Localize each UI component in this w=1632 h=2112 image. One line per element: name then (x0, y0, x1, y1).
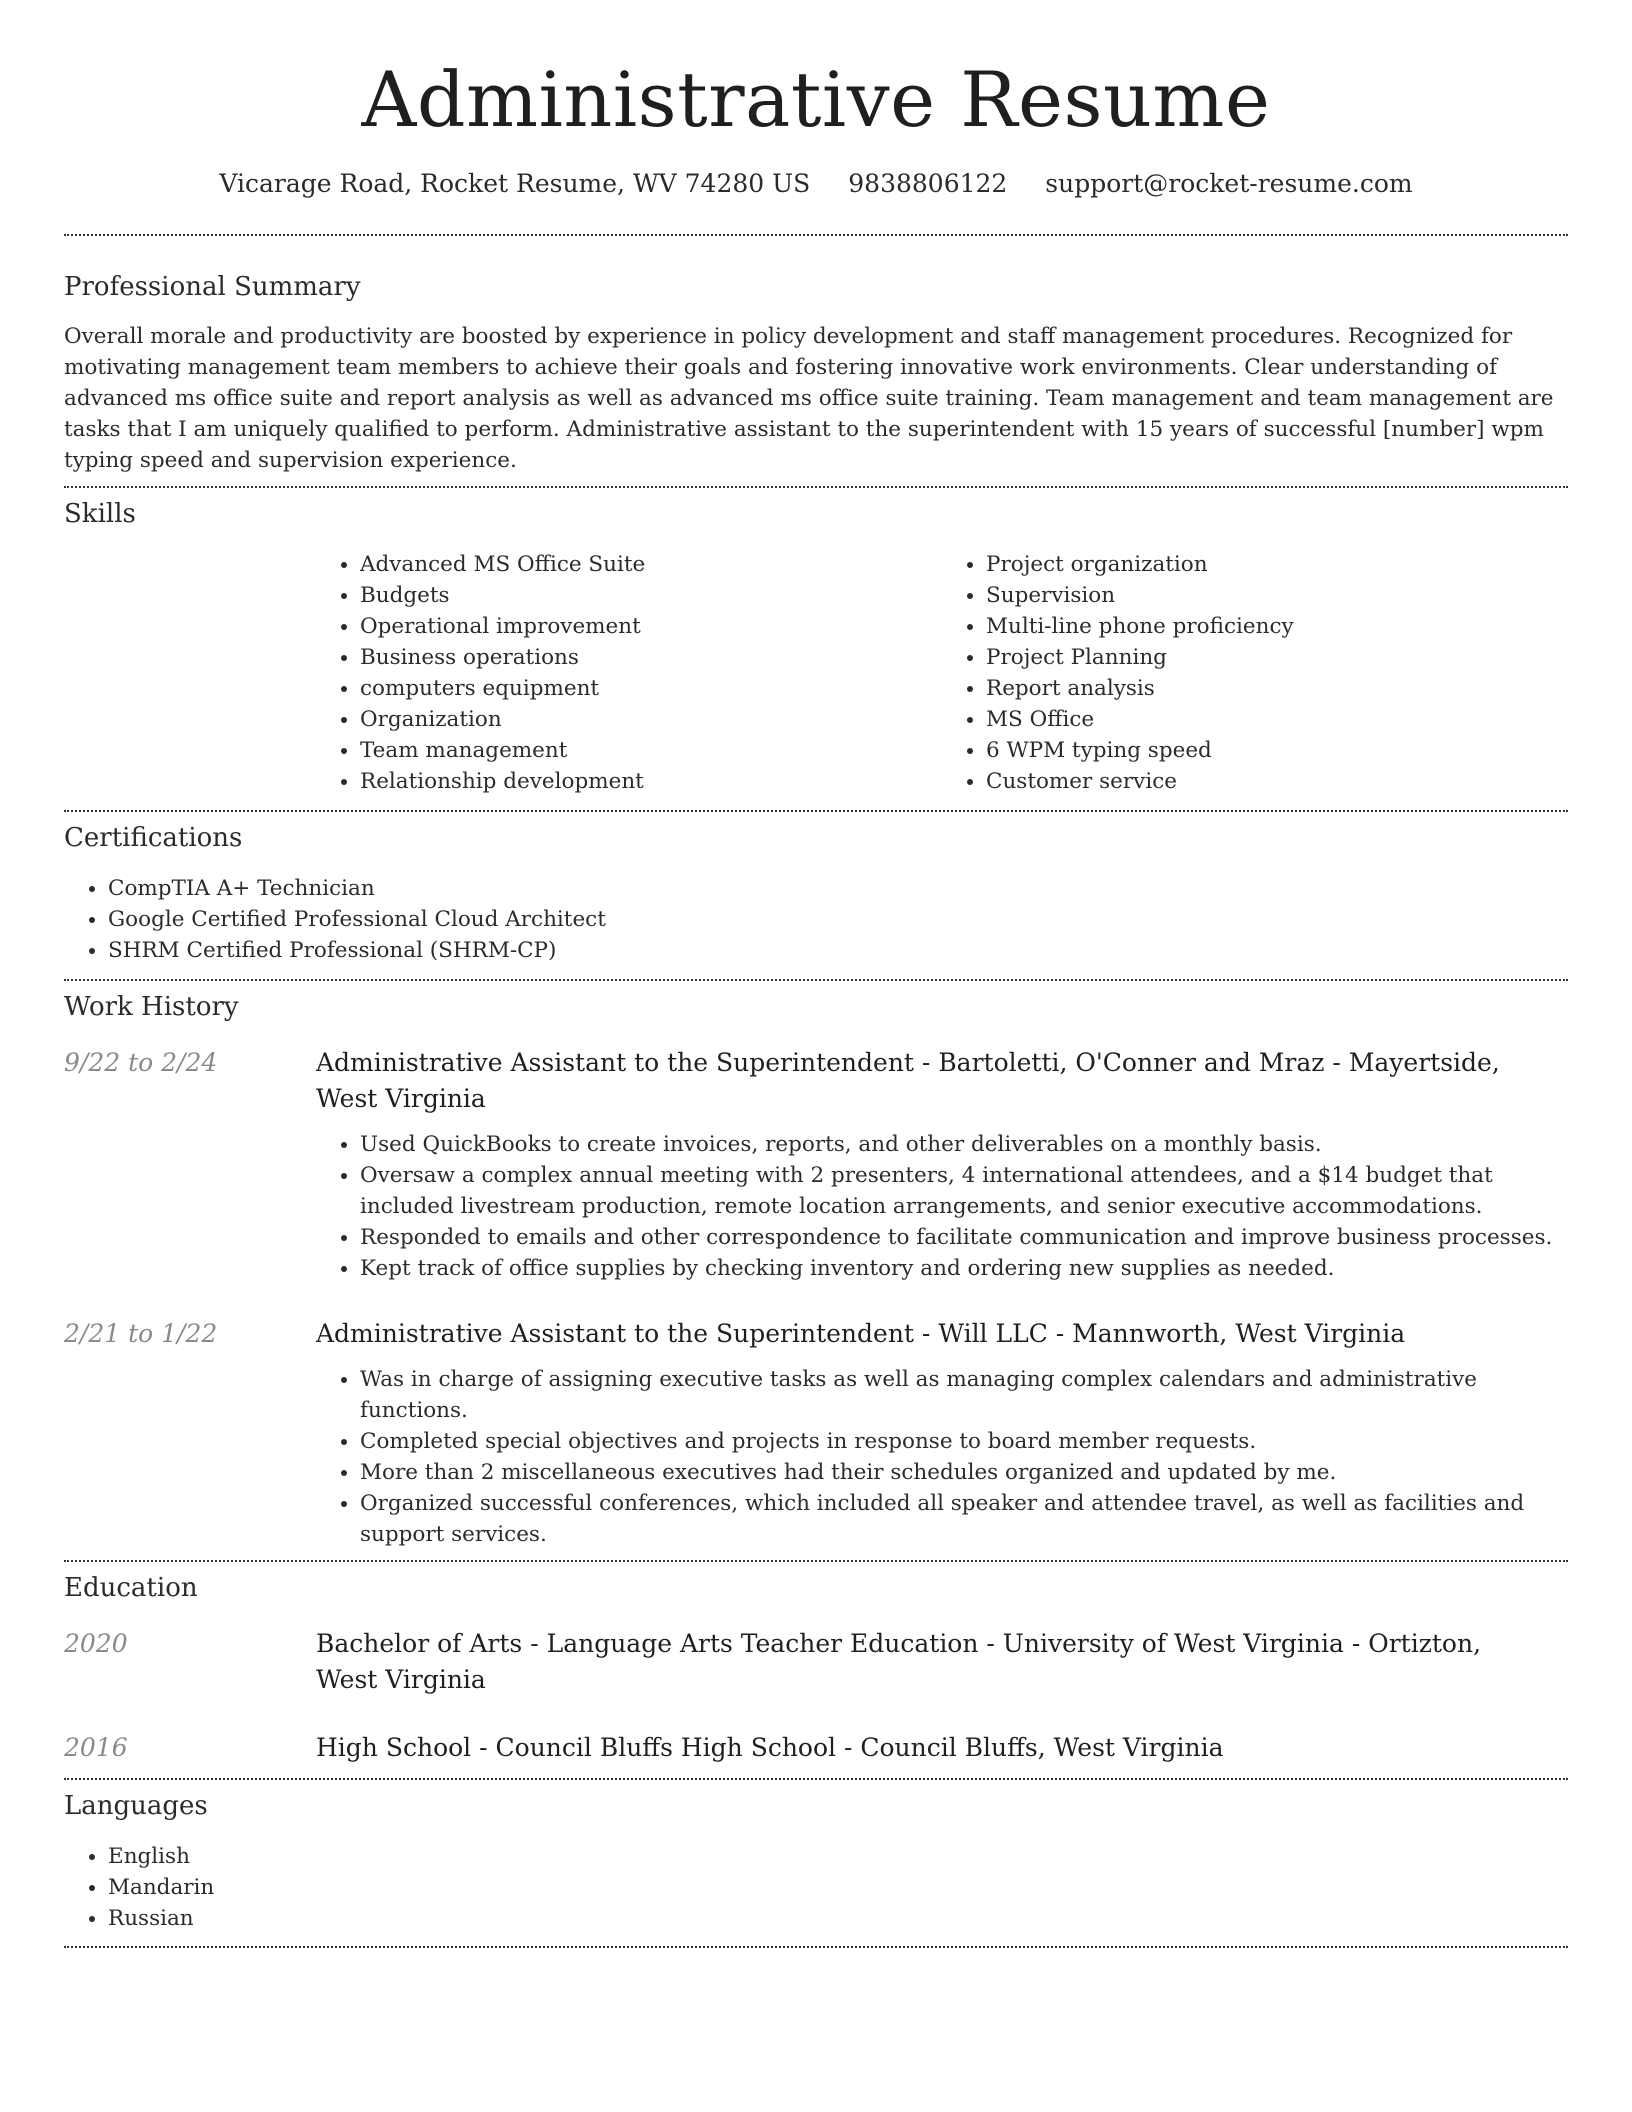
job-entry (64, 1316, 1568, 1550)
skill-item: • Report analysis (986, 673, 1568, 704)
education-year: 2020 (64, 1629, 128, 1658)
skill-item: • Operational improvement (360, 611, 942, 642)
skill-item: • 6 WPM typing speed (986, 735, 1568, 766)
skill-item: • MS Office (986, 704, 1568, 735)
section-title-summary: Professional Summary (64, 272, 361, 302)
job-heading: Administrative Assistant to the Superintendent - Will LLC - Mannworth, West Virginia (316, 1319, 1406, 1348)
divider (64, 1946, 1568, 1948)
certification-item: • Google Certified Professional Cloud Architect (108, 904, 1568, 935)
language-item: • Russian (108, 1903, 1568, 1934)
contact-line (64, 166, 1568, 202)
skill-item: • Customer service (986, 766, 1568, 797)
skill-item: • Project Planning (986, 642, 1568, 673)
section-title-skills: Skills (64, 499, 136, 529)
job-bullet: • More than 2 miscellaneous executives had their schedules organized and updated by me. (360, 1457, 1568, 1488)
education-year: 2016 (64, 1733, 128, 1762)
skills-section (64, 488, 1568, 810)
section-title-work: Work History (64, 992, 239, 1022)
job-dates: 2/21 to 1/22 (64, 1319, 218, 1348)
job-bullet: • Kept track of office supplies by checking inventory and ordering new supplies as needed. (360, 1253, 1568, 1284)
skills-grid (316, 549, 1568, 797)
skill-item: • Organization (360, 704, 942, 735)
job-bullet: • Was in charge of assigning executive tasks as well as managing complex calendars and administrative functions. (360, 1364, 1568, 1426)
work-history-section (64, 981, 1568, 1560)
education-entry (64, 1730, 1568, 1766)
certifications-section (64, 812, 1568, 979)
job-bullet: • Completed special objectives and projects in response to board member requests. (360, 1426, 1568, 1457)
professional-summary-section (64, 236, 1568, 486)
job-bullets (316, 1364, 1568, 1550)
languages-list (64, 1841, 1568, 1934)
education-body (316, 1626, 1568, 1698)
education-section (64, 1562, 1568, 1778)
skill-item: • Team management (360, 735, 942, 766)
languages-section (64, 1780, 1568, 1946)
contact-address: Vicarage Road, Rocket Resume, WV 74280 US (219, 169, 811, 198)
job-dates: 9/22 to 2/24 (64, 1048, 218, 1077)
summary-text: Overall morale and productivity are boosted by experience in policy development and staff management procedures. Recognized for motivating management team members to achieve their goals and fostering innovative work environments. Clear understanding of advanced ms office suite and report analysis as well as advanced ms office suite training. Team management and team management are tasks that I am uniquely qualified to perform. Administrative assistant to the superintendent with 15 years of successful [number] wpm typing speed and supervision experience. (64, 324, 1554, 473)
certifications-list (64, 873, 1568, 966)
job-bullets (316, 1129, 1568, 1284)
language-item: • English (108, 1841, 1568, 1872)
skill-item: • Advanced MS Office Suite (360, 549, 942, 580)
skill-item: • Multi-line phone proficiency (986, 611, 1568, 642)
job-bullet: • Responded to emails and other correspondence to facilitate communication and improve business processes. (360, 1222, 1568, 1253)
education-entry (64, 1626, 1568, 1698)
job-body (316, 1316, 1568, 1550)
language-item: • Mandarin (108, 1872, 1568, 1903)
education-heading: High School - Council Bluffs High School - Council Bluffs, West Virginia (316, 1733, 1224, 1762)
skill-item: • Budgets (360, 580, 942, 611)
section-title-certifications: Certifications (64, 823, 243, 853)
job-bullet: • Organized successful conferences, which included all speaker and attendee travel, as well as facilities and support services. (360, 1488, 1568, 1550)
section-title-languages: Languages (64, 1791, 208, 1821)
certification-item: • CompTIA A+ Technician (108, 873, 1568, 904)
skill-item: • Business operations (360, 642, 942, 673)
contact-phone: 9838806122 (848, 169, 1008, 198)
job-entry (64, 1045, 1568, 1284)
skill-item: • computers equipment (360, 673, 942, 704)
skill-item: • Relationship development (360, 766, 942, 797)
job-heading: Administrative Assistant to the Superintendent - Bartoletti, O'Conner and Mraz - Mayertside, West Virginia (316, 1048, 1500, 1113)
job-bullet: • Oversaw a complex annual meeting with 2 presenters, 4 international attendees, and a $14 budget that included livestream production, remote location arrangements, and senior executive accommodations. (360, 1160, 1568, 1222)
job-body (316, 1045, 1568, 1284)
certification-item: • SHRM Certified Professional (SHRM-CP) (108, 935, 1568, 966)
section-title-education: Education (64, 1573, 198, 1603)
job-bullet: • Used QuickBooks to create invoices, reports, and other deliverables on a monthly basis. (360, 1129, 1568, 1160)
contact-email: support@rocket-resume.com (1045, 169, 1413, 198)
skill-item: • Project organization (986, 549, 1568, 580)
skills-list-left (316, 549, 942, 797)
education-heading: Bachelor of Arts - Language Arts Teacher Education - University of West Virginia - Ortizton, West Virginia (316, 1629, 1482, 1694)
skills-list-right (942, 549, 1568, 797)
education-body (316, 1730, 1568, 1766)
resume-name: Administrative Resume (361, 55, 1271, 144)
skill-item: • Supervision (986, 580, 1568, 611)
